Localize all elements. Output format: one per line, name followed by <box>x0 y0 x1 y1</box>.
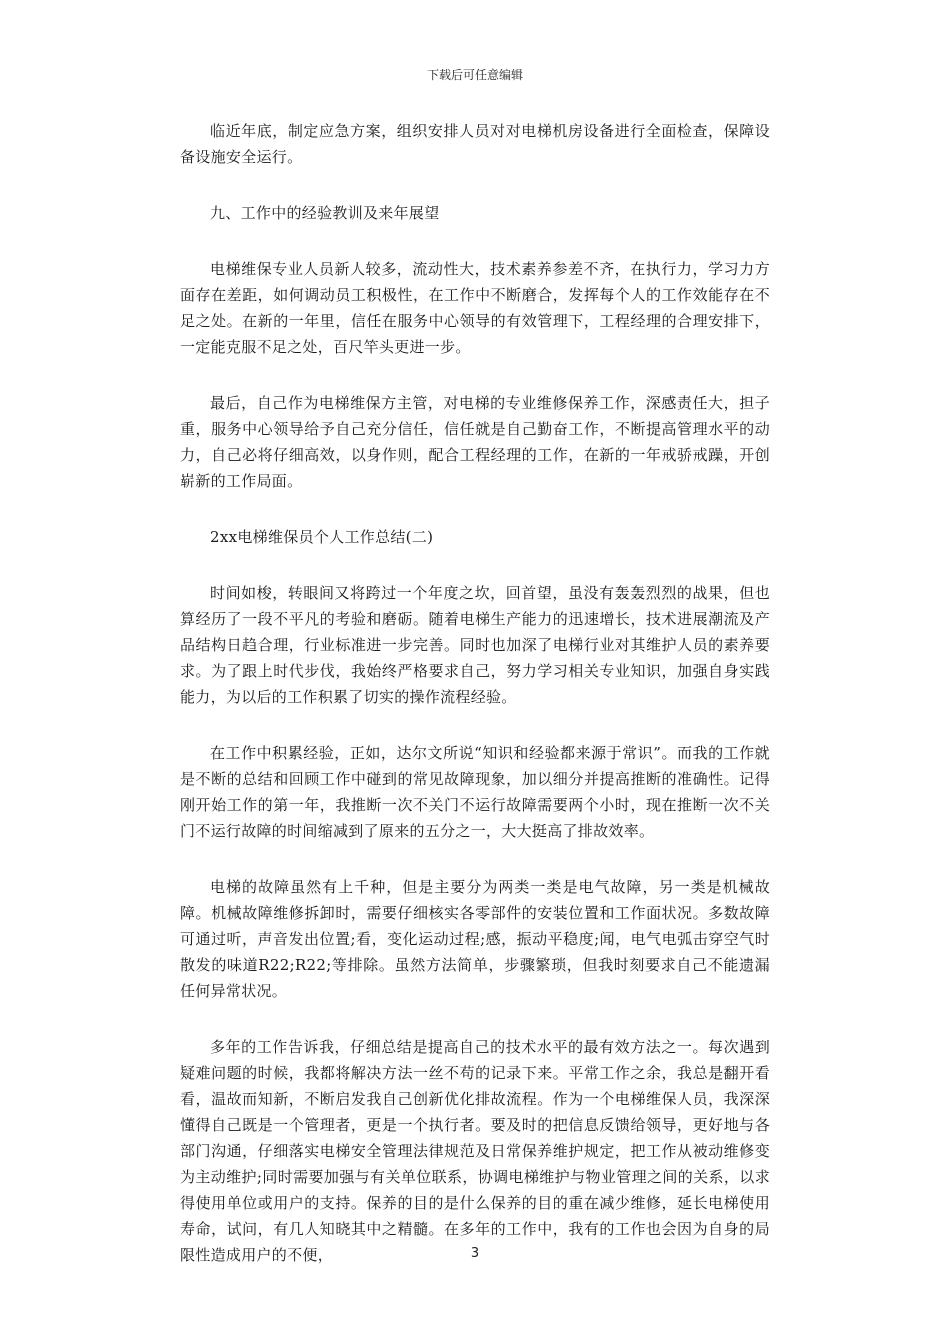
page-header: 下载后可任意编辑 <box>426 68 523 82</box>
paragraph-emergency-plan: 临近年底，制定应急方案，组织安排人员对对电梯机房设备进行全面检查，保障设备设施安全运行。 <box>180 122 770 166</box>
page-number: 3 <box>470 1246 480 1261</box>
paragraph-fault-types: 电梯的故障虽然有上千种，但是主要分为两类一类是电气故障，另一类是机械故障。机械故障维修拆卸时，需要仔细核实各零部件的安装位置和工作面状况。多数故障可通过听，声音发出位置;看，变化运动过程;感，振动平稳度;闻，电气电弧击穿空气时散发的味道R22;R22;等排除。虽然方法简单，步骤繁琐，但我时刻要求自己不能遗漏任何异常状况。 <box>180 878 770 1000</box>
section-heading-summary-two: 2xx电梯维保员个人工作总结(二) <box>210 528 434 546</box>
paragraph-conclusion: 最后，自己作为电梯维保方主管，对电梯的专业维修保养工作，深感责任大，担子重，服务中心领导给予自己充分信任，信任就是自己勤奋工作，不断提高管理水平的动力，自己必将仔细高效，以身作则，配合工程经理的工作，在新的一年戒骄戒躁，开创崭新的工作局面。 <box>180 394 770 490</box>
paragraph-summary-method: 多年的工作告诉我，仔细总结是提高自己的技术水平的最有效方法之一。每次遇到疑难问题的时候，我都将解决方法一丝不苟的记录下来。平常工作之余，我总是翻开看看，温故而知新，不断启发我自己创新优化排故流程。作为一个电梯维保人员，我深深懂得自己既是一个管理者，更是一个执行者。要及时的把信息反馈给领导，更好地与各部门沟通，仔细落实电梯安全管理法律规范及日常保养维护规定，把工作从被动维修变为主动维护;同时需要加强与有关单位联系，协调电梯维护与物业管理之间的关系，以求得使用单位或用户的支持。保养的目的是什么保养的目的重在减少维修，延长电梯使用寿命，试问，有几人知晓其中之精髓。在多年的工作中，我有的工作也会因为自身的局限性造成用户的不便， <box>180 1038 770 1264</box>
paragraph-year-review: 时间如梭，转眼间又将跨过一个年度之坎，回首望，虽没有轰轰烈烈的战果，但也算经历了一段不平凡的考验和磨砺。随着电梯生产能力的迅速增长，技术进展潮流及产品结构日趋合理，行业标准进一步完善。同时也加深了电梯行业对其维护人员的素养要求。为了跟上时代步伐，我始终严格要求自己，努力学习相关专业知识，加强自身实践能力，为以后的工作积累了切实的操作流程经验。 <box>180 584 770 706</box>
paragraph-experience: 在工作中积累经验，正如，达尔文所说“知识和经验都来源于常识”。而我的工作就是不断的总结和回顾工作中碰到的常见故障现象，加以细分并提高推断的准确性。记得刚开始工作的第一年，我推断一次不关门不运行故障需要两个小时，现在推断一次不关门不运行故障的时间缩减到了原来的五分之一，大大挺高了排故效率。 <box>180 744 770 840</box>
paragraph-staff-issues: 电梯维保专业人员新人较多，流动性大，技术素养参差不齐，在执行力，学习力方面存在差距，如何调动员工积极性，在工作中不断磨合，发挥每个人的工作效能存在不足之处。在新的一年里，信任在服务中心领导的有效管理下，工程经理的合理安排下，一定能克服不足之处，百尺竿头更进一步。 <box>180 260 770 356</box>
section-heading-lessons: 九、工作中的经验教训及来年展望 <box>210 204 440 222</box>
document-body <box>180 118 770 1298</box>
